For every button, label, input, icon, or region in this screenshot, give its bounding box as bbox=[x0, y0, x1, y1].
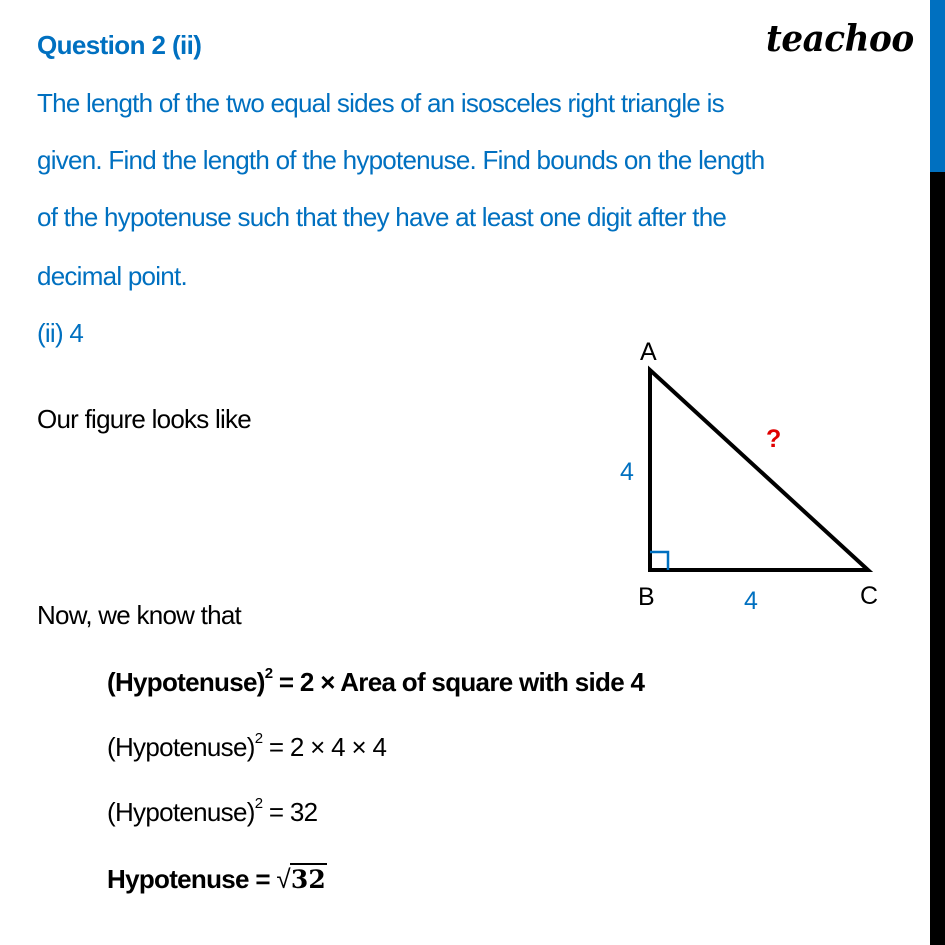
equation-2-exponent: 2 bbox=[254, 730, 263, 747]
equation-3-rhs: = 32 bbox=[262, 797, 318, 827]
equation-1-rhs: = 2 × Area of square with side 4 bbox=[272, 667, 645, 697]
side-bc-label: 4 bbox=[744, 587, 758, 615]
equation-2-lhs: (Hypotenuse) bbox=[107, 732, 255, 762]
teachoo-logo: teachoo bbox=[766, 18, 914, 60]
vertex-label-a: A bbox=[640, 338, 657, 366]
equation-3-exponent: 2 bbox=[254, 795, 263, 812]
side-ab-label: 4 bbox=[620, 458, 634, 486]
question-title: Question 2 (ii) bbox=[37, 30, 202, 60]
sidebar-accent-bar bbox=[930, 0, 945, 172]
equation-2-rhs: = 2 × 4 × 4 bbox=[262, 732, 387, 762]
question-line-4: decimal point. bbox=[37, 261, 187, 291]
equation-1-exponent: 2 bbox=[264, 665, 273, 682]
sqrt-radicand: 32 bbox=[290, 865, 326, 894]
question-part: (ii) 4 bbox=[37, 318, 84, 348]
equation-2 bbox=[107, 732, 386, 763]
equation-3-lhs: (Hypotenuse) bbox=[107, 797, 255, 827]
equation-1 bbox=[107, 667, 644, 698]
question-line-1: The length of the two equal sides of an isosceles right triangle is bbox=[37, 88, 724, 118]
question-line-2: given. Find the length of the hypotenuse. Find bounds on the length bbox=[37, 145, 765, 175]
result-equation bbox=[107, 864, 327, 895]
question-line-3: of the hypotenuse such that they have at least one digit after the bbox=[37, 202, 727, 232]
sqrt-icon: √ bbox=[276, 864, 290, 894]
equation-3 bbox=[107, 797, 317, 828]
vertex-label-b: B bbox=[638, 583, 655, 611]
vertex-label-c: C bbox=[860, 582, 879, 610]
hypotenuse-unknown-label: ? bbox=[766, 425, 782, 453]
right-angle-marker-icon bbox=[650, 552, 668, 570]
know-that-text: Now, we know that bbox=[37, 600, 242, 630]
sidebar-dark-bar bbox=[930, 172, 945, 945]
triangle-abc bbox=[650, 370, 868, 570]
triangle-figure bbox=[600, 330, 900, 620]
sqrt-expression bbox=[276, 864, 326, 895]
result-label: Hypotenuse = bbox=[107, 864, 277, 894]
figure-intro-text: Our figure looks like bbox=[37, 404, 252, 434]
equation-1-lhs: (Hypotenuse) bbox=[107, 667, 265, 697]
